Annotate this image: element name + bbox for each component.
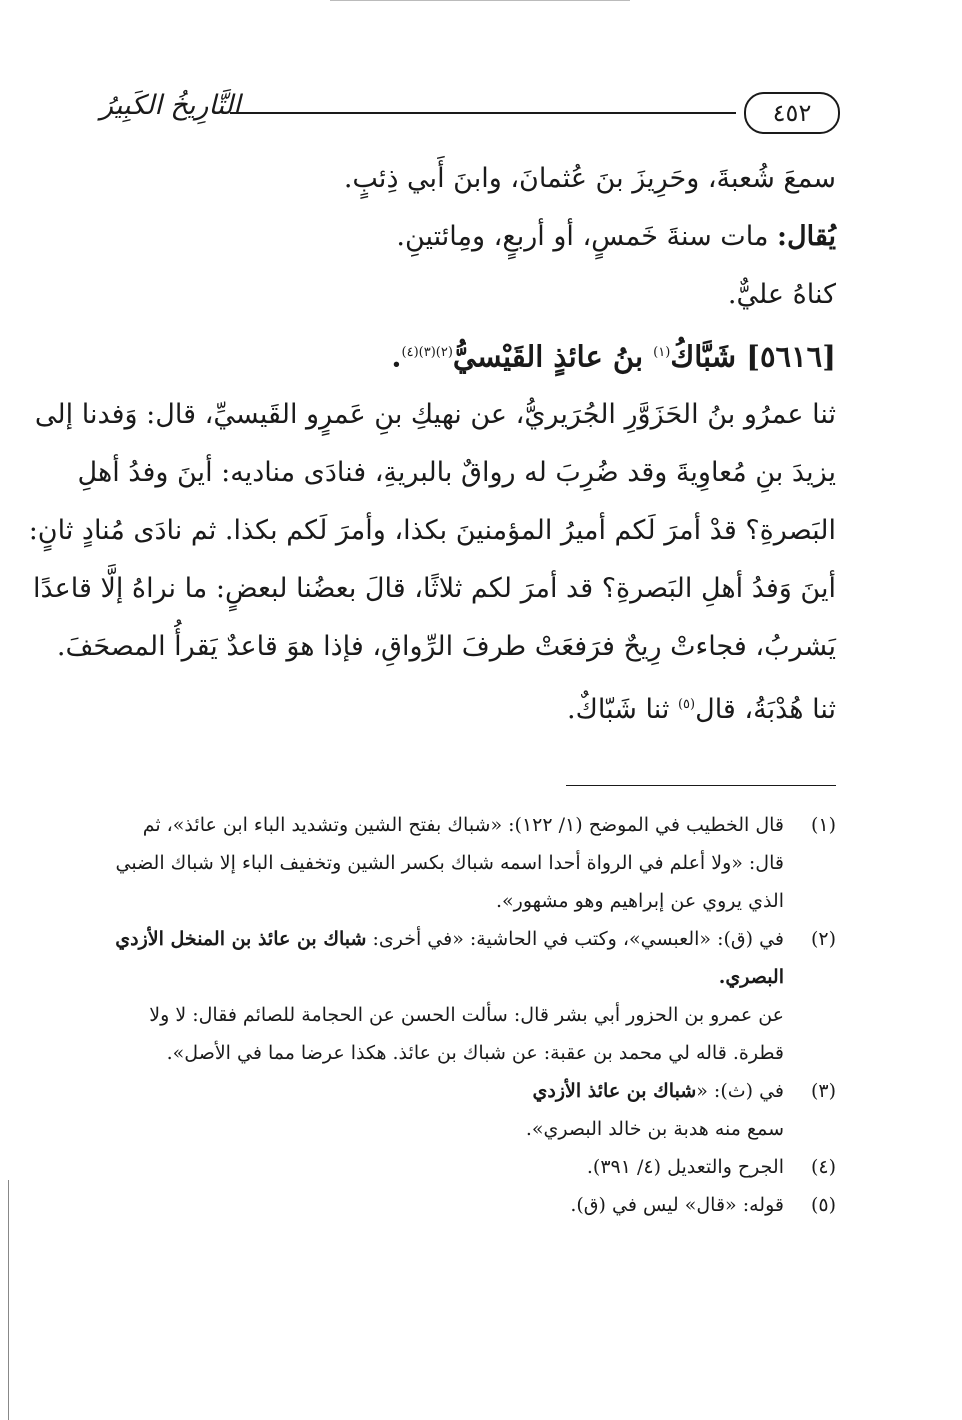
entry-number: [٥٦١٦]: [746, 339, 836, 374]
header-rule: [230, 112, 736, 114]
footnote-ref: (٢)(٣)(٤): [401, 345, 453, 360]
footnote-body: [96, 1148, 784, 1186]
text-line: [100, 676, 836, 739]
text-line: [100, 208, 836, 266]
bold-span: شباك بن عائذ بن المنخل الأزدي: [115, 928, 367, 950]
footnote-number: (١): [810, 814, 836, 836]
footnote: [96, 920, 836, 996]
footnote-body: [96, 1072, 784, 1110]
main-text: [28, 150, 836, 739]
text-line: أينَ وَفدُ أهلِ البَصرةِ؟ قد أمرَ لكم ثلاثًا، قالَ بعضُنا لبعضٍ: ما نراهُ إلَّا قاعدًا: [32, 572, 836, 604]
footnote-continuation: سمع منه هدبة بن خالد البصري».: [525, 1118, 784, 1140]
footnote-body: [96, 806, 784, 920]
entry-name: شَبَّاكُ: [670, 339, 737, 374]
footnote-continuation: قطرة. قاله لي محمد بن عقبة: عن شباك بن عائذ. هكذا عرضا مما في الأصل».: [166, 1042, 784, 1064]
footnote-number: (٥): [810, 1194, 836, 1216]
footnote-ref: (٥): [677, 696, 696, 712]
footnote-line: الذي يروي عن إبراهيم وهو مشهور».: [495, 890, 784, 912]
footnote-body: [96, 920, 784, 996]
footnote: [96, 1148, 836, 1186]
text-span: ثنا شَبّاكٌ.: [567, 693, 678, 725]
footnotes: [96, 806, 836, 1224]
footnote-separator: [566, 785, 836, 786]
bold-span: شباك بن عائذ الأزدي: [532, 1080, 697, 1102]
footnote: [96, 1186, 836, 1224]
top-edge-mark: [330, 0, 630, 3]
entry-heading: [100, 324, 836, 386]
text-span: في (ق): «العبسي»، وكتب في الحاشية: «في أخرى:: [366, 928, 784, 950]
text-line: ثنا عمرُو بنُ الحَزَوَّرِ الجُرَيريُّ، عن نهيكِ بنِ عَمرٍو القَيسيِّ، قال: وَفدنا إلى: [34, 398, 836, 430]
entry-rest: بنُ عائذٍ القَيْسيُّ: [452, 339, 644, 374]
text-line: كناهُ عليٌّ.: [727, 279, 836, 310]
footnote-number: (٤): [810, 1156, 836, 1178]
text-line: البَصرةِ؟ قدْ أمرَ لَكم أميرُ المؤمنينَ بكذا، وأمرَ لَكم بكذا. ثم نادَى مُنادٍ ثانٍ:: [28, 514, 836, 546]
footnote-ref: (١): [653, 345, 671, 360]
footnote-line: البصري.: [718, 966, 784, 988]
running-title: التَّارِيخُ الكَبِيرُ: [100, 90, 241, 121]
footnote-number: (٢): [810, 928, 836, 950]
footnote-number: (٣): [810, 1080, 836, 1102]
page-number: ٤٥٢: [744, 92, 840, 134]
text-line: يَشربُ، فجاءتْ رِيحٌ فرَفعَتْ طرفَ الرِّواقِ، فإذا هوَ قاعدٌ يَقرأُ المصحَفَ.: [56, 630, 836, 662]
footnote-line: الجرح والتعديل (٤/ ٣٩١).: [586, 1156, 784, 1178]
footnote-line: قوله: «قال» ليس في (ق).: [570, 1194, 784, 1216]
footnote-line: قال: «ولا أعلم في الرواة أحدا اسمه شباك بكسر الشين وتخفيف الباء إلا شباك الضبي: [115, 852, 784, 874]
footnote-continuation: عن عمرو بن الحزور أبي بشر قال: سألت الحسن عن الحجامة للصائم فقال: لا ولا: [149, 1004, 784, 1026]
footnote: [96, 806, 836, 920]
footnote-line: [96, 1072, 784, 1110]
footnote-line: قال الخطيب في الموضح (١/ ١٢٢): «شباك بفتح الشين وتشديد الباء ابن عائذ»، ثم: [142, 814, 784, 836]
yuqal-label: يُقال:: [777, 221, 836, 252]
page-header: [100, 88, 840, 136]
text-line: سمعَ شُعبةَ، وحَرِيزَ بنَ عُثمانَ، وابنَ أَبي ذِئبٍ.: [343, 163, 836, 194]
entry-end: .: [391, 339, 402, 374]
footnote-line: [96, 920, 784, 958]
footnote-body: [96, 1186, 784, 1224]
text-span: مات سنةَ خَمسٍ، أو أربعٍ، ومِائتينِ.: [396, 221, 769, 252]
scan-edge-line: [8, 1180, 9, 1420]
text-span: ثنا هُدْبَةُ، قال: [695, 693, 836, 725]
text-span: في (ث): «: [696, 1080, 784, 1102]
text-line: يزيدَ بنِ مُعاوِيةَ وقد ضُرِبَ له رواقٌ بالبريةِ، فنادَى مناديه: أينَ وفدُ أهلِ: [77, 456, 836, 488]
footnote: [96, 1072, 836, 1110]
